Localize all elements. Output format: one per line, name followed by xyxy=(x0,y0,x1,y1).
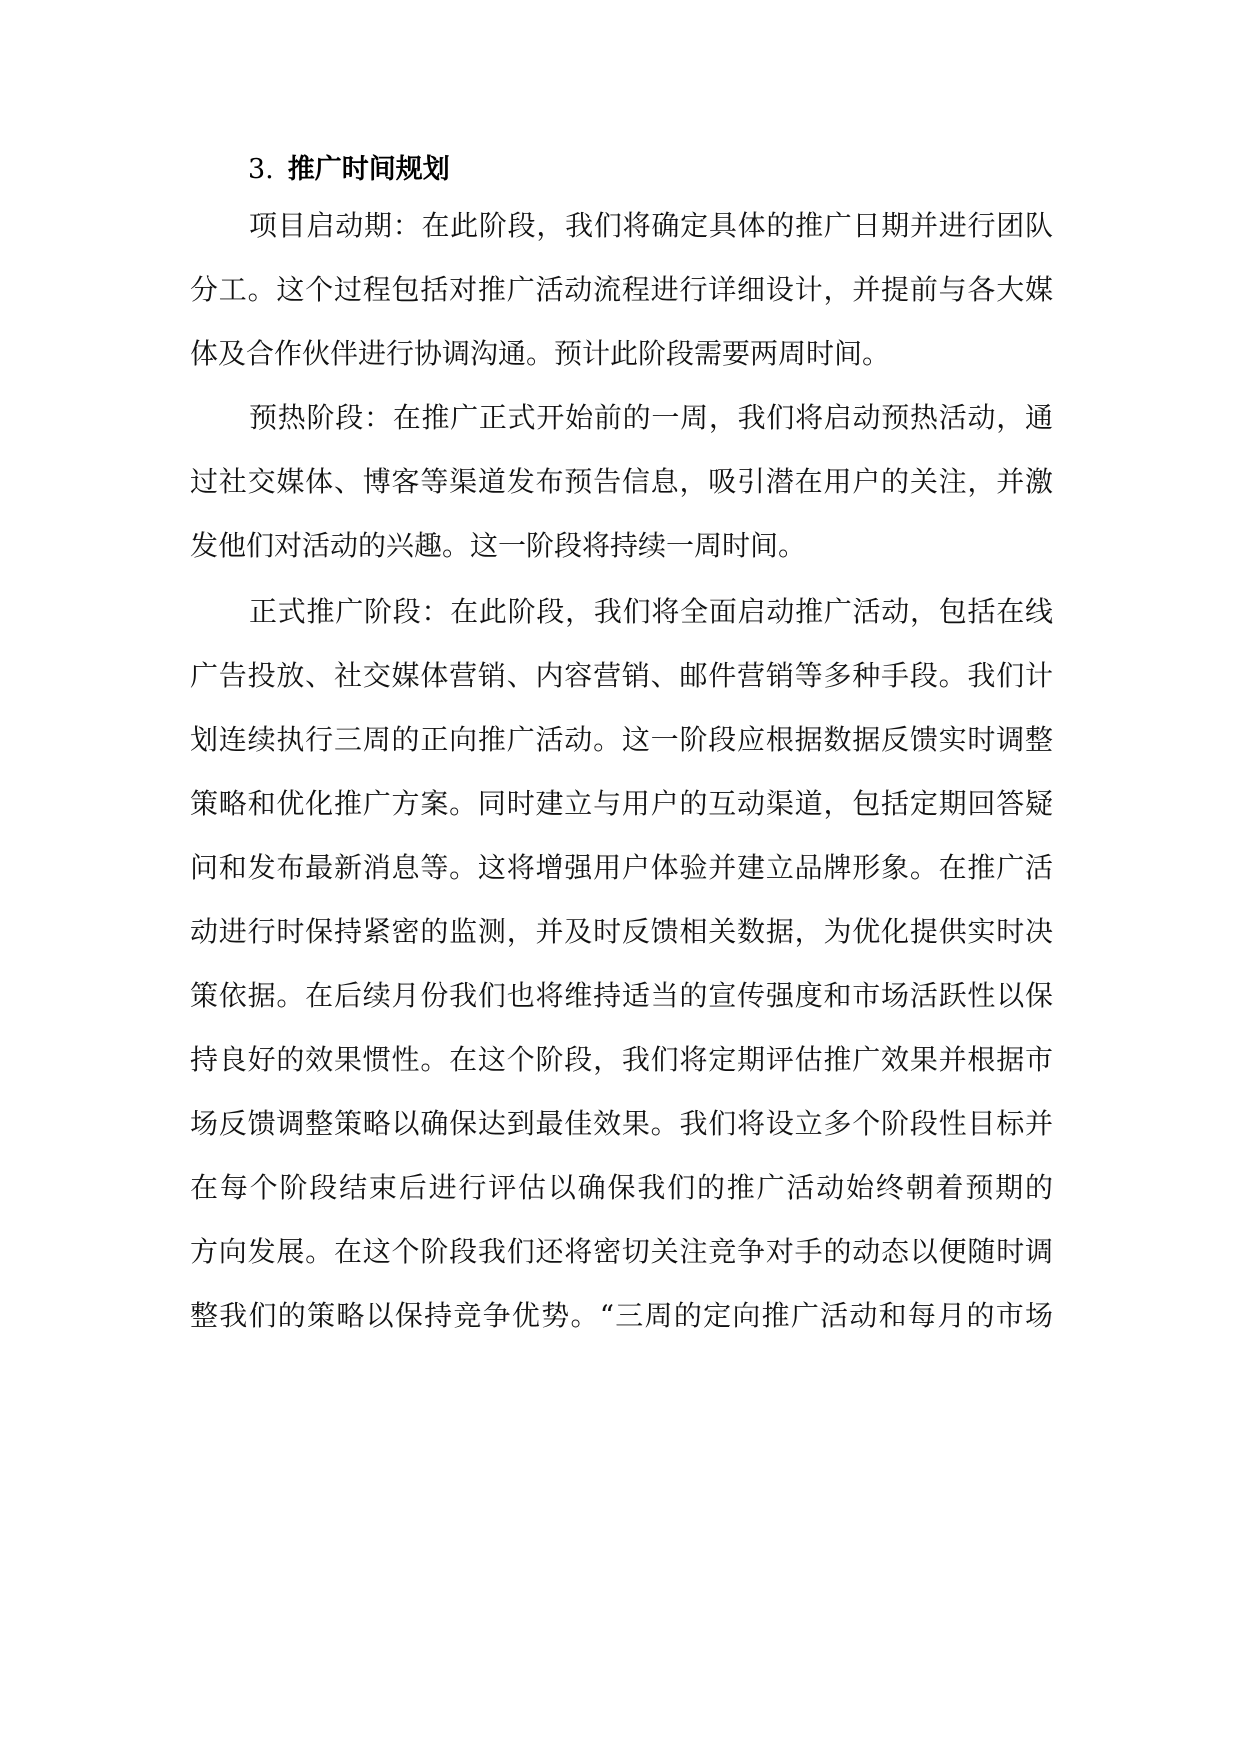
paragraph-3-line-1: 正式推广阶段：在此阶段，我们将全面启动推广活动，包括在线 xyxy=(249,595,1053,628)
paragraph-3-line-5: 问和发布最新消息等。这将增强用户体验并建立品牌形象。在推广活 xyxy=(190,851,1053,884)
paragraph-3-line-3: 划连续执行三周的正向推广活动。这一阶段应根据数据反馈实时调整 xyxy=(190,723,1053,756)
paragraph-2-line-1: 预热阶段：在推广正式开始前的一周，我们将启动预热活动，通 xyxy=(249,401,1053,434)
paragraph-3-line-12: 整我们的策略以保持竞争优势。“三周的定向推广活动和每月的市场 xyxy=(190,1299,1053,1332)
paragraph-1-line-1: 项目启动期：在此阶段，我们将确定具体的推广日期并进行团队 xyxy=(249,209,1053,242)
paragraph-3-line-10: 在每个阶段结束后进行评估以确保我们的推广活动始终朝着预期的 xyxy=(190,1171,1053,1204)
paragraph-3-line-8: 持良好的效果惯性。在这个阶段，我们将定期评估推广效果并根据市 xyxy=(190,1043,1053,1076)
paragraph-1-line-3: 体及合作伙伴进行协调沟通。预计此阶段需要两周时间。 xyxy=(190,337,891,370)
paragraph-3-line-4: 策略和优化推广方案。同时建立与用户的互动渠道，包括定期回答疑 xyxy=(190,787,1053,820)
paragraph-1-line-2: 分工。这个过程包括对推广活动流程进行详细设计，并提前与各大媒 xyxy=(190,273,1053,306)
paragraph-3-line-11: 方向发展。在这个阶段我们还将密切关注竞争对手的动态以便随时调 xyxy=(190,1235,1053,1268)
paragraph-3-line-7: 策依据。在后续月份我们也将维持适当的宣传强度和市场活跃性以保 xyxy=(190,979,1053,1012)
paragraph-3-line-9: 场反馈调整策略以确保达到最佳效果。我们将设立多个阶段性目标并 xyxy=(190,1107,1053,1140)
paragraph-2-line-3: 发他们对活动的兴趣。这一阶段将持续一周时间。 xyxy=(190,529,807,562)
section-number: 3. xyxy=(248,154,274,185)
paragraph-3-line-2: 广告投放、社交媒体营销、内容营销、邮件营销等多种手段。我们计 xyxy=(190,659,1053,692)
section-title: 推广时间规划 xyxy=(287,154,450,185)
section-heading xyxy=(248,146,450,194)
paragraph-2-line-2: 过社交媒体、博客等渠道发布预告信息，吸引潜在用户的关注，并激 xyxy=(190,465,1053,498)
paragraph-3-line-6: 动进行时保持紧密的监测，并及时反馈相关数据，为优化提供实时决 xyxy=(190,915,1053,948)
